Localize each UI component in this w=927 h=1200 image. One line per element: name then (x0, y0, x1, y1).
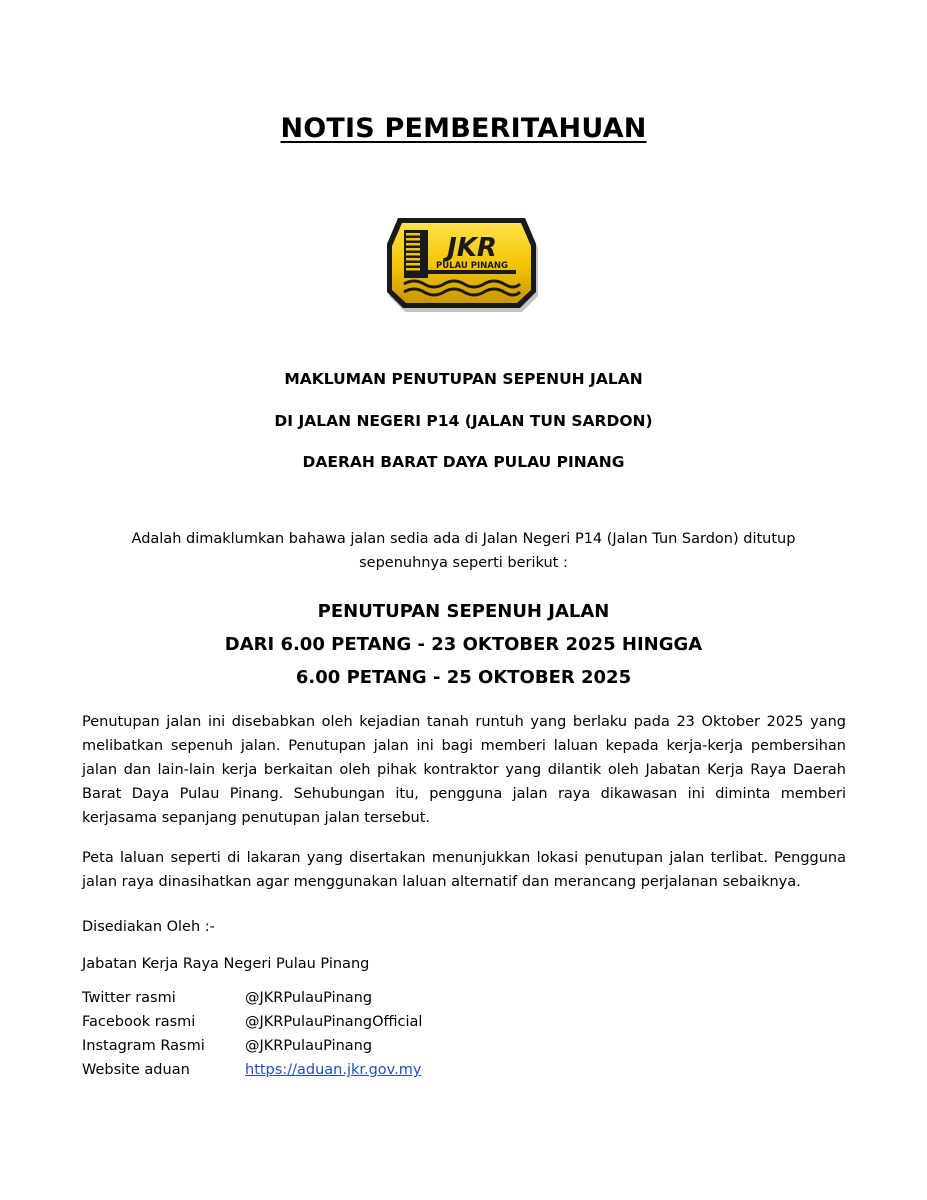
contact-value: @JKRPulauPinang (245, 1038, 373, 1054)
contact-row-facebook (82, 1014, 422, 1038)
contact-label: Facebook rasmi (82, 1014, 196, 1030)
closure-line-2: DARI 6.00 PETANG - 23 OKTOBER 2025 HINGGA (224, 634, 703, 655)
heading-line-1: MAKLUMAN PENUTUPAN SEPENUH JALAN (284, 370, 643, 388)
intro-text (100, 527, 827, 575)
contact-label: Website aduan (82, 1062, 190, 1078)
paragraph-1: Penutupan jalan ini disebabkan oleh kejadian tanah runtuh yang berlaku pada 23 Oktober 2025 yang melibatkan sepenuh jalan. Penutupan jalan ini bagi memberi laluan kepada kerja-kerja pembersihan jalan dan lain-lain kerja berkaitan oleh pihak kontraktor yang dilantik oleh Jabatan Kerja Raya Daerah Barat Daya Pulau Pinang. Sehubungan itu, pengguna jalan raya dikawasan ini diminta memberi kerjasama sepanjang penutupan jalan tersebut. (82, 714, 846, 826)
heading-line-2: DI JALAN NEGERI P14 (JALAN TUN SARDON) (274, 412, 653, 430)
paragraph-2: Peta laluan seperti di lakaran yang disertakan menunjukkan lokasi penutupan jalan terlibat. Pengguna jalan raya dinasihatkan agar menggunakan laluan alternatif dan merancang perjalanan sebaiknya. (82, 850, 846, 890)
contacts-list (82, 990, 422, 1086)
logo-brand: JKR (447, 233, 497, 263)
contact-row-instagram (82, 1038, 422, 1062)
website-link[interactable]: https://aduan.jkr.gov.my (245, 1062, 422, 1078)
department-name: Jabatan Kerja Raya Negeri Pulau Pinang (82, 956, 370, 972)
closure-line-3: 6.00 PETANG - 25 OKTOBER 2025 (295, 667, 632, 688)
contact-label: Instagram Rasmi (82, 1038, 205, 1054)
contact-row-twitter (82, 990, 422, 1014)
contact-label: Twitter rasmi (82, 990, 176, 1006)
intro-line-1: Adalah dimaklumkan bahawa jalan sedia ada di Jalan Negeri P14 (Jalan Tun Sardon) ditutup (131, 531, 796, 547)
closure-line-1: PENUTUPAN SEPENUH JALAN (317, 601, 610, 622)
intro-line-2: sepenuhnya seperti berikut : (359, 555, 568, 571)
contact-value: @JKRPulauPinangOfficial (245, 1014, 423, 1030)
page-title: NOTIS PEMBERITAHUAN (280, 113, 647, 144)
heading-line-3: DAERAH BARAT DAYA PULAU PINANG (302, 453, 625, 471)
prepared-by-label: Disediakan Oleh :- (82, 919, 215, 935)
contact-value: @JKRPulauPinang (245, 990, 373, 1006)
contact-row-website (82, 1062, 422, 1086)
logo-subtitle: PULAU PINANG (436, 261, 508, 271)
jkr-logo (386, 208, 541, 316)
